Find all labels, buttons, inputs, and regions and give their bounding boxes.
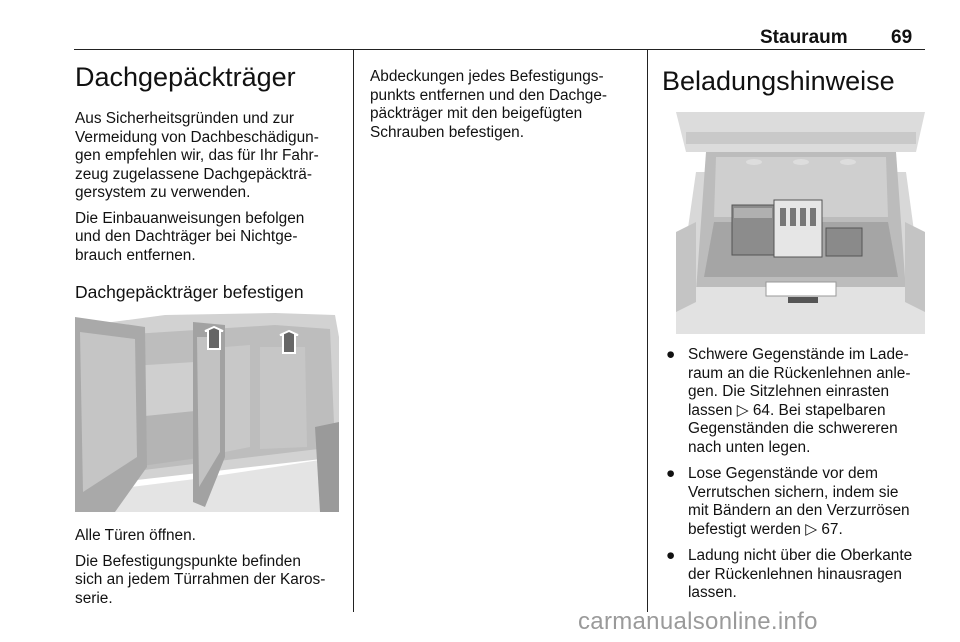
cargo-area-illustration xyxy=(676,112,925,334)
paragraph-remove-covers: Abdeckungen jedes Befestigungs- punkts entfernen und den Dachge- päckträger mit den beigefügten Schrauben befestigen. xyxy=(370,68,608,141)
running-header-section: Stauraum xyxy=(760,27,848,48)
list-item-text: Schwere Gegenstände im Lade- raum an die Rückenlehnen anle- gen. Die Sitzlehnen einrasten lassen ▷ 64. Bei stapelbaren Gegenständen die schwereren nach unten legen. xyxy=(688,346,911,456)
car-doors-open-illustration xyxy=(75,307,339,512)
list-item xyxy=(662,346,942,457)
watermark: carmanualsonline.info xyxy=(578,608,818,635)
middle-column xyxy=(370,68,635,142)
bullet-icon: ● xyxy=(666,346,676,363)
list-item-text: Ladung nicht über die Oberkante der Rückenlehnen hinausragen lassen. xyxy=(688,547,913,601)
bullet-icon: ● xyxy=(666,547,676,564)
page-number: 69 xyxy=(891,27,913,48)
column-divider-right xyxy=(647,50,648,612)
paragraph-instructions: Die Einbauanweisungen befolgen und den Dachträger bei Nichtge- brauch entfernen. xyxy=(75,209,305,264)
right-column-lower xyxy=(662,346,942,611)
paragraph-open-doors: Alle Türen öffnen. xyxy=(75,527,196,544)
list-item-text: Lose Gegenstände vor dem Verrutschen sichern, indem sie mit Bändern an den Verzurrösen befestigt werden ▷ 67. xyxy=(688,465,910,538)
list-item xyxy=(662,465,942,539)
section-title-loading: Beladungshinweise xyxy=(662,66,895,96)
section-title-roof-rack: Dachgepäckträger xyxy=(75,62,296,92)
loading-instructions-list xyxy=(662,346,942,603)
column-divider-left xyxy=(353,50,354,612)
header-divider xyxy=(74,49,925,50)
paragraph-safety: Aus Sicherheitsgründen und zur Vermeidung von Dachbeschädigun- gen empfehlen wir, das für Ihr Fahr- zeug zugelassene Dachgepäckträ- gersystem zu verwenden. xyxy=(75,110,319,201)
paragraph-mounting-points: Die Befestigungspunkte befinden sich an jedem Türrahmen der Karos- serie. xyxy=(75,552,326,607)
left-column-lower xyxy=(75,527,343,608)
bullet-icon: ● xyxy=(666,465,676,482)
subsection-title-attach: Dachgepäckträger befestigen xyxy=(75,282,304,302)
left-column xyxy=(75,60,343,303)
right-column xyxy=(662,64,932,98)
list-item xyxy=(662,547,942,603)
